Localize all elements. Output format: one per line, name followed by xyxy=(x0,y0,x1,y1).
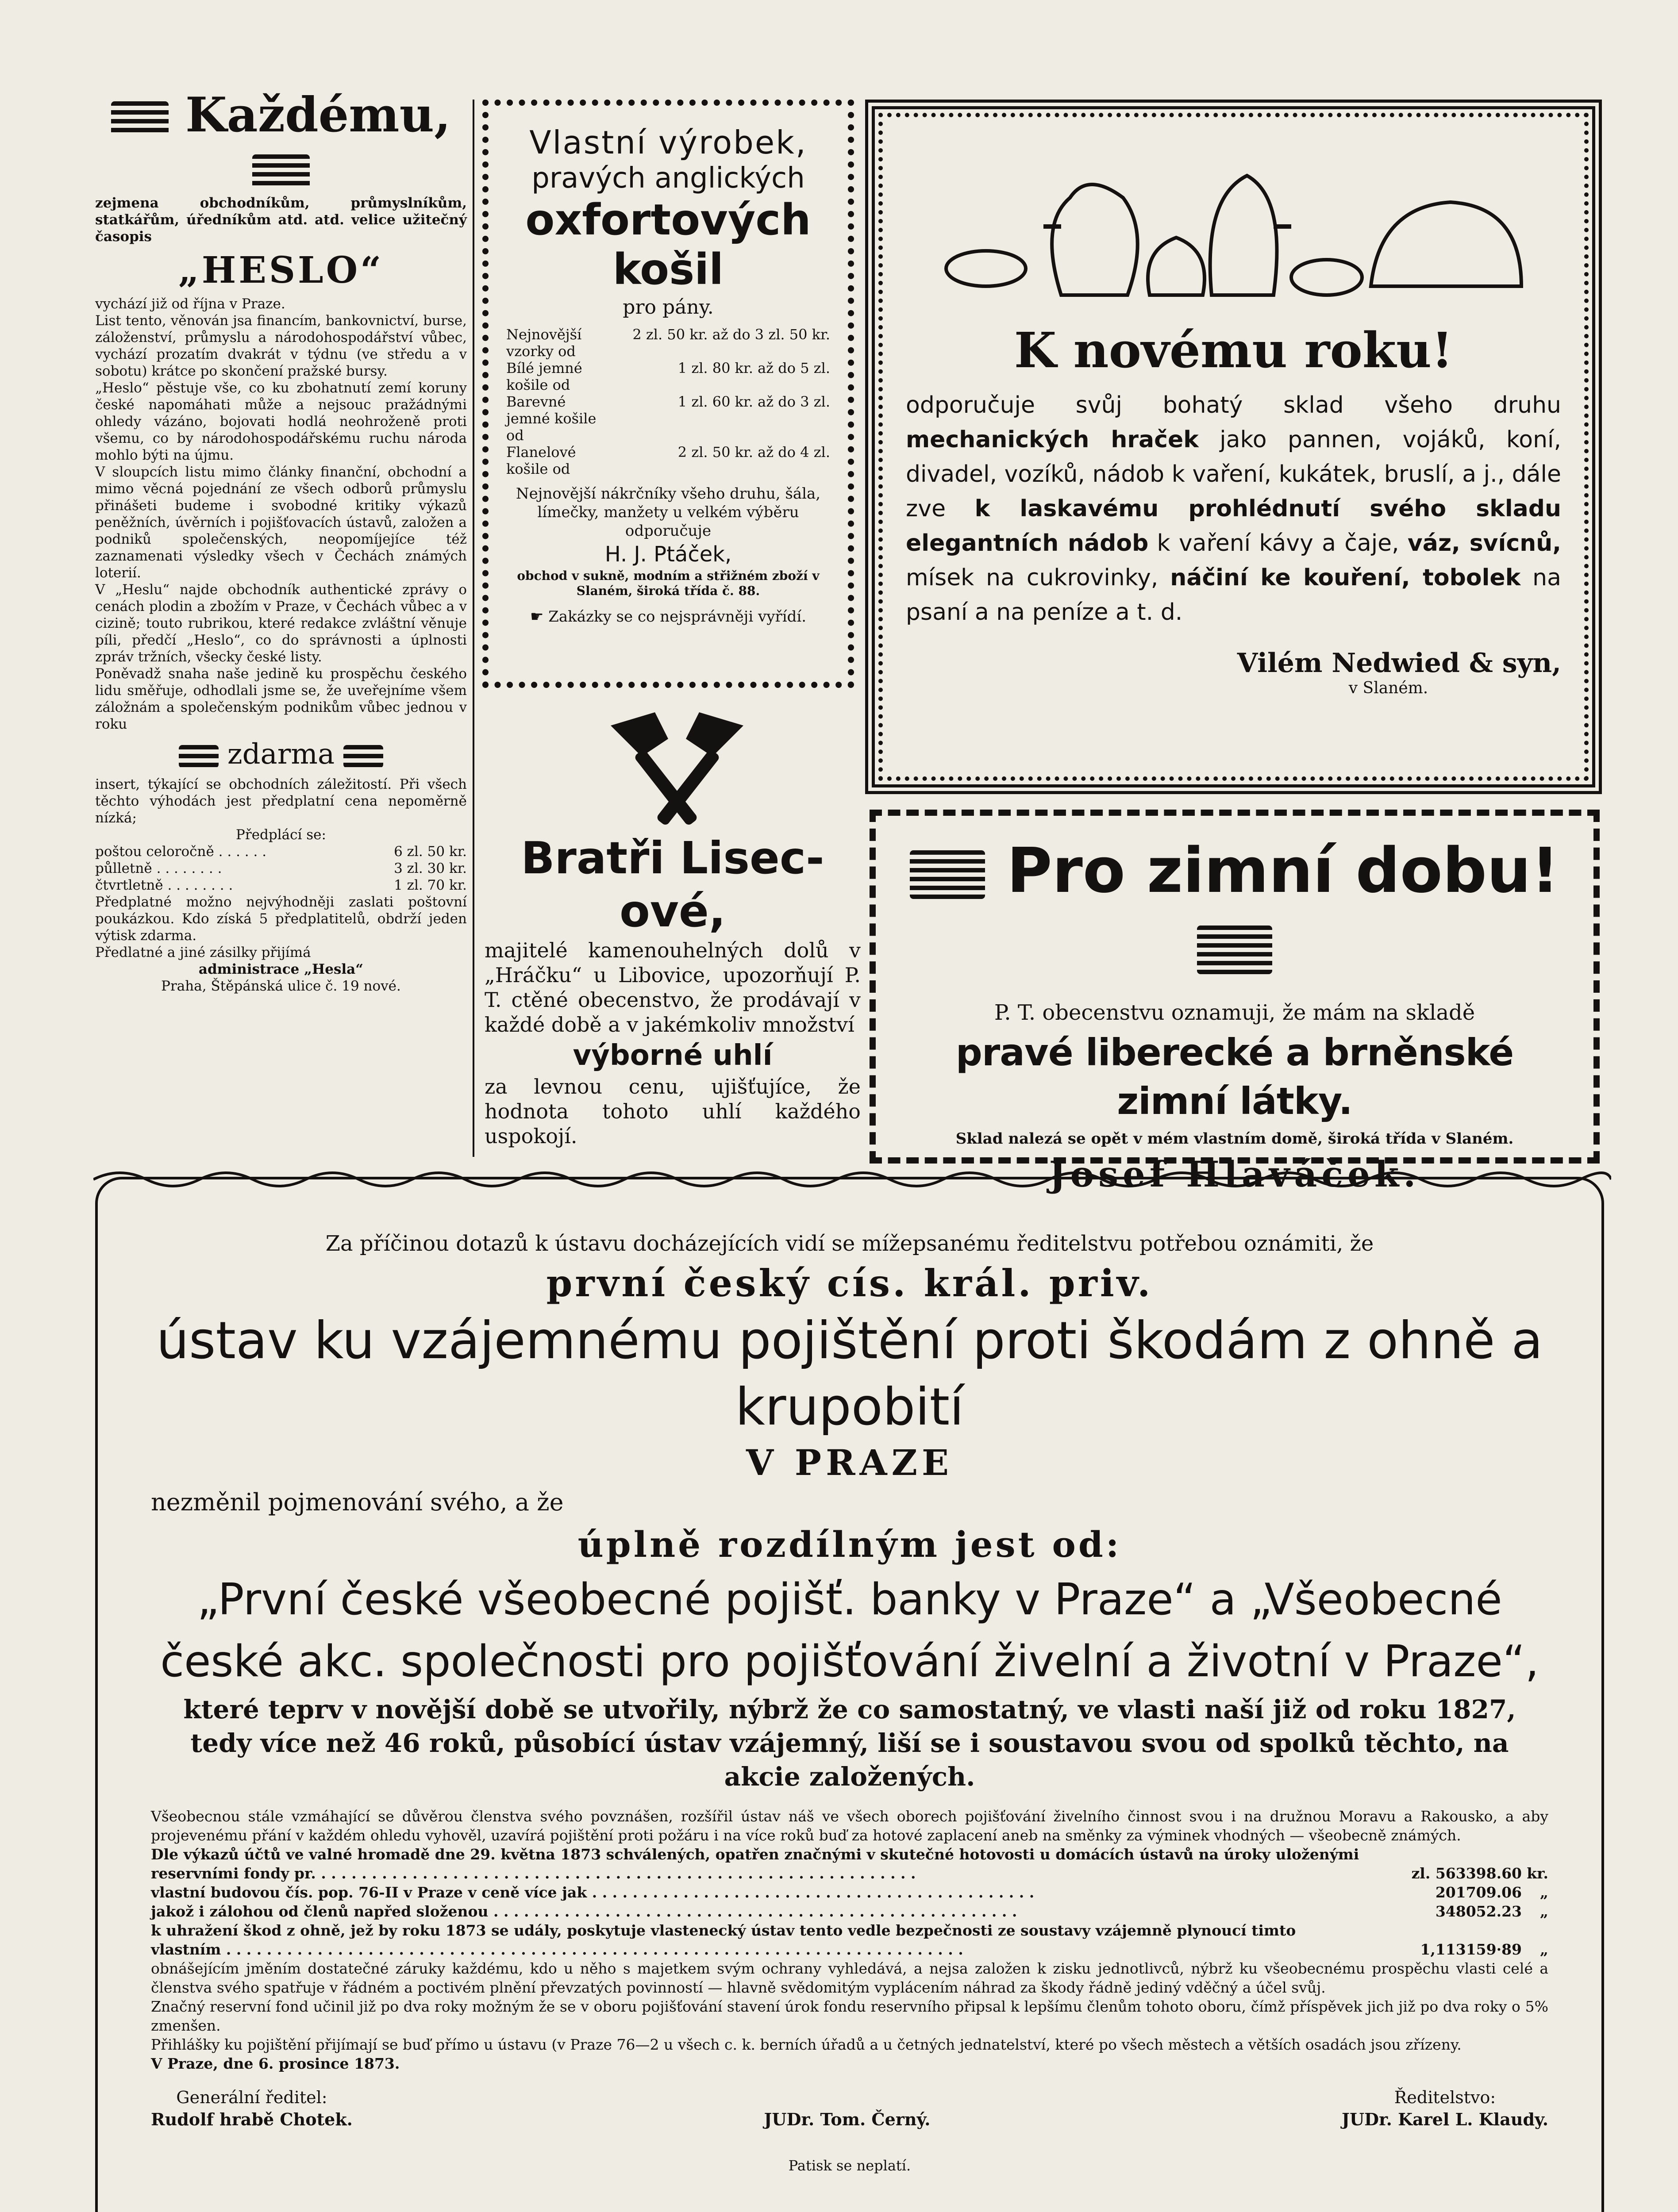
heslo-admin: administrace „Hesla“ xyxy=(198,961,364,977)
notice-signatures xyxy=(151,2086,1548,2131)
banner-ornament-icon xyxy=(910,850,985,899)
notice-heading-2: ústav ku vzájemnému pojištění proti škodám z ohně a krupobití xyxy=(156,1311,1543,1437)
shirt-orders: ☛ Zakázky se co nejsprávněji vyřídí. xyxy=(530,608,807,626)
shirt-title-4: pro pány. xyxy=(623,296,714,319)
signature-cerny: JUDr. Tom. Černý. xyxy=(764,2109,931,2129)
banner-ornament-icon xyxy=(1197,926,1272,974)
shirt-price-row: Bílé jemné košile od 1 zl. 80 kr. až do 5 zl. xyxy=(506,360,830,393)
winter-title: Pro zimní dobu! xyxy=(902,833,1567,984)
heslo-advertisement xyxy=(95,88,467,1159)
notice-paragraph: Všeobecnou stále vzmáhající se důvěrou členstva svého povznášen, rozšířil ústav náš ve všech oborech pojišťování živelního činnost svou i na družnou Moravu a Rakousko, a aby projevenému přání v každém ohledu vyhověl, uzavírá pojištění proti požáru i na více roků buď za hotové zaplacení aneb na směnky za výminek vhodných — všeobecně známých. xyxy=(151,1808,1548,1844)
winter-fabric-advertisement xyxy=(870,810,1600,1195)
column-divider xyxy=(473,100,474,1157)
notice-date: V Praze, dne 6. prosince 1873. xyxy=(151,2055,400,2072)
heslo-title: Každému, xyxy=(95,88,467,195)
notice-heading-1: první český cís. král. priv. xyxy=(546,1261,1153,1305)
shirt-shop: obchod v sukně, modním a střižném zboží v Slaném, široká třída č. 88. xyxy=(517,568,820,598)
notice-amount-row: vlastním . . . . . . . . . . . . . . . . . . . . . . . . . . . . . . . . . . . . . . . . . . . . . . . . . . . . . . . . . . . . . . . . . . . . . . . . . 1,113159·89 „ xyxy=(151,1941,1548,1958)
crossed-hammers-icon xyxy=(593,708,761,832)
notice-paragraph: obnášejícím jměním dostatečné záruky každému, kdo u něho s majetkem svým ochrany vyhledává, a nejsa založen k zisku jednotlivců, nýbrž ku všeobecnému prospěchu vlasti celé a členstva svého spatřuje v řádném a poctivém plnění převzatých povinností — hlavně svědomitým vyplácením náhrad za škody řádně jediný vděčný a účel svůj. xyxy=(151,1960,1548,1996)
heslo-paragraph: Předlatné a jiné zásilky přijímá xyxy=(95,945,311,960)
coal-advertisement xyxy=(485,832,861,1148)
notice-heading-4: úplně rozdílným jest od: xyxy=(577,1524,1122,1565)
shirt-price-row: Barevné jemné košile od 1 zl. 60 kr. až do 3 zl. xyxy=(506,393,830,444)
heslo-paragraph: vychází již od října v Praze. xyxy=(95,296,285,312)
heslo-paragraph: insert, týkající se obchodních záležitostí. Při všech těchto výhodách jest předplatní cena nepoměrně nízká; xyxy=(95,776,467,826)
toys-advertisement xyxy=(865,100,1602,794)
shirt-merchant-name: H. J. Ptáček, xyxy=(604,542,732,567)
banner-ornament-icon xyxy=(343,745,383,768)
toys-place: v Slaném. xyxy=(1348,679,1428,697)
heslo-masthead: „HESLO“ xyxy=(178,249,384,292)
coal-title: Bratři Lisec-ové, xyxy=(521,832,824,937)
notice-amount-row: jakož i zálohou od členů napřed složenou . . . . . . . . . . . . . . . . . . . . . . . . . . . . . . . . . . . . . . . . . . . . . . . . . . . . 348052.23 „ xyxy=(151,1903,1548,1920)
winter-line-1: P. T. obecenstvu oznamuji, že mám na skladě xyxy=(994,1000,1475,1025)
notice-intro: Za příčinou dotazů k ústavu docházejících vidí se mížepsanému ředitelstvu potřebou oznámiti, že xyxy=(325,1231,1374,1256)
signature-general-director: Generální ředitel: Rudolf hrabě Chotek. xyxy=(151,2088,353,2129)
banner-ornament-icon xyxy=(252,154,310,190)
shirt-title-1: Vlastní výrobek, xyxy=(529,124,807,161)
heslo-paragraph: Poněvadž snaha naše jedině ku prospěchu českého lidu směřuje, odhodlali jsme se, že uveřejníme všem záložnám a společenským podnikům vůbec jednou v roku xyxy=(95,666,467,732)
notice-paragraph: k uhražení škod z ohně, jež by roku 1873 se udály, poskytuje vlastenecký ústav tento vedle bezpečnosti ze soustavy vzájemně plynoucí timto xyxy=(151,1922,1296,1939)
coal-paragraph: za levnou cenu, ujišťujíce, že hodnota tohoto uhlí každého uspokojí. xyxy=(485,1075,861,1148)
heslo-address: Praha, Štěpánská ulice č. 19 nové. xyxy=(161,978,401,994)
banner-ornament-icon xyxy=(179,745,219,768)
signature-directorate: Ředitelstvo: JUDr. Karel L. Klaudy. xyxy=(1342,2088,1548,2129)
notice-heading-3: V PRAZE xyxy=(746,1442,953,1483)
heslo-paragraph: V sloupcích listu mimo články finanční, obchodní a mimo věcná pojednání ze všech odborů průmyslu přinášeti budeme i svobodné kritiky výkazů peněžních, úvěrních i pojišťovacích ústavů, založen a podniků společenských, neopomíjejíce též zaznamenati výsledky všech v Čechách známých loterií. xyxy=(95,464,467,581)
winter-line-2: pravé liberecké a brněnské zimní látky. xyxy=(955,1031,1514,1123)
heslo-paragraph: List tento, věnován jsa financím, bankovnictví, burse, záloženství, průmyslu a národohospodářství vůbec, vychází prozatím dvakrát v týdnu (ve středu a v sobotu) krátce po skončení pražské bursy. xyxy=(95,313,467,379)
toys-body: odporučuje svůj bohatý sklad všeho druhu mechanických hraček jako pannen, vojáků, koní, divadel, vozíků, nádob k vaření, kukátek, bruslí, a j., dále zve k laskavému prohlédnutí svého skladu elegantních nádob k vaření kávy a čaje, váz, svícnů, mísek na cukrovinky, náčiní ke kouření, tobolek na psaní a na peníze a t. d. xyxy=(906,392,1561,626)
shirt-extra: Nejnovější nákrčníky všeho druhu, šála, límečky, manžety u velkém výběru odporučuje xyxy=(516,485,821,540)
shirt-price-row: Flanelové košile od 2 zl. 50 kr. až do 4 zl. xyxy=(506,444,830,477)
coal-paragraph: majitelé kamenouhelných dolů v „Hráčku“ u Libovice, upozorňují P. T. ctěné obecenstvo, že prodávají v každé době a v jakémkoliv množství xyxy=(485,938,861,1037)
tea-set-illustration xyxy=(937,136,1530,313)
notice-paragraph: Přihlášky ku pojištění přijímají se buď přímo u ústavu (v Praze 76—2 u všech c. k. berních úřadů a u četných jednatelství, které po všech městech a větších osadách jsou zřízeny. xyxy=(151,2036,1462,2053)
shirt-price-row: Nejnovější vzorky od 2 zl. 50 kr. až do 3 zl. 50 kr. xyxy=(506,326,830,360)
heslo-intro: zejmena obchodníkům, průmyslníkům, statkářům, úředníkům atd. atd. velice užitečný časopis xyxy=(95,195,467,245)
price-row: poštou celoročně . . . . . . 6 zl. 50 kr. xyxy=(95,844,467,860)
heslo-paragraph: Předplatné možno nejvýhodněji zaslati poštovní poukázkou. Kdo získá 5 předplatitelů, obdrží jeden výtisk zdarma. xyxy=(95,894,467,944)
price-row: půlletně . . . . . . . . 3 zl. 30 kr. xyxy=(95,860,467,876)
notice-stamp-note: Patisk se neplatí. xyxy=(788,2157,911,2174)
notice-paragraph: Značný reservní fond učinil již po dva roky možným že se v oboru pojišťování stavení úrok fondu reservního připsal k lepšímu členům tohoto oboru, čímž příspěvek jich již po dva roky o 5% zmenšen. xyxy=(151,1998,1548,2034)
shirt-advertisement xyxy=(482,100,854,688)
winter-line-3: Sklad nalezá se opět v mém vlastním domě, široká třída v Slaném. xyxy=(955,1130,1514,1148)
toys-title: K novému roku! xyxy=(1014,322,1453,379)
pointing-hand-icon: ☛ xyxy=(530,608,544,626)
shirt-title-3: oxfortových košil xyxy=(525,195,811,294)
notice-amount-row: reservními fondy pr. . . . . . . . . . . . . . . . . . . . . . . . . . . . . . . . . . . . . . . . . . . . . . . . . . . . . . . . . . . . zl. 563398.60 kr. xyxy=(151,1865,1548,1882)
winter-signature: Josef Hlaváček. xyxy=(1049,1153,1420,1195)
heslo-paragraph: V „Heslu“ najde obchodník authentické zprávy o cenách plodin a zbožím v Praze, v Čechách vůbec a v cizině; touto rubrikou, které redakce zvláštní věnuje píli, předčí „Heslo“, co do správnosti a úplnosti zpráv tržních, všecky české listy. xyxy=(95,582,467,665)
insurance-notice xyxy=(95,1177,1604,2212)
notice-paragraph: Dle výkazů účtů ve valné hromadě dne 29. května 1873 schválených, opatřen značnými v skutečné hotovosti u domácích ústavů na úroky uloženými xyxy=(151,1846,1359,1863)
notice-heading-5: „První české všeobecné pojišť. banky v Praze“ a „Všeobecné české akc. společnosti pro pojišťování živelní a životní v Praze“, xyxy=(160,1575,1539,1687)
zdarma-heading: zdarma xyxy=(95,738,467,771)
notice-amount-row: vlastní budovou čís. pop. 76-II v Praze v ceně více jak . . . . . . . . . . . . . . . . . . . . . . . . . . . . . . . . . . . . . . . . . . . . 201709.06 „ xyxy=(151,1884,1548,1901)
shirt-title-2: pravých anglických xyxy=(531,162,805,195)
notice-heading-6: které teprv v novější době se utvořily, nýbrž že co samostatný, ve vlasti naší již od roku 1827, tedy více než 46 roků, působící ústav vzájemný, liší se i soustavou svou od spolků těchto, na akcie založených. xyxy=(183,1694,1516,1792)
banner-ornament-icon xyxy=(111,101,169,137)
heslo-paragraph: „Heslo“ pěstuje vše, co ku zbohatnutí zemí koruny české napomáhati může a nejsouc pražádnými ohledy vázáno, bojovati hodlá neohroženě proti všemu, co by národohospodářskému ruchu národa mohlo býti na újmu. xyxy=(95,380,467,463)
price-row: čtvrtletně . . . . . . . . 1 zl. 70 kr. xyxy=(95,877,467,893)
subscription-heading: Předplácí se: xyxy=(236,827,326,843)
toys-signature: Vilém Nedwied & syn, xyxy=(1237,648,1561,679)
coal-highlight: výborné uhlí xyxy=(573,1039,773,1072)
scroll-ornament-icon xyxy=(93,1166,1611,1193)
notice-line: nezměnil pojmenování svého, a že xyxy=(151,1488,564,1516)
